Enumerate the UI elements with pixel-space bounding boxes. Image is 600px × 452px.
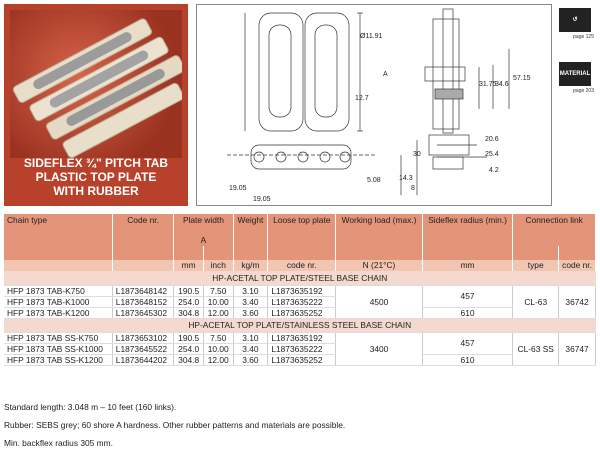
section-title: HP-ACETAL TOP PLATE/STAINLESS STEEL BASE CHAIN — [4, 318, 596, 332]
top-plate-left — [259, 13, 303, 131]
title-line-1: SIDEFLEX ¾" PITCH TAB — [23, 156, 169, 170]
header-loose-top-plate: Loose top plate — [268, 214, 336, 260]
cell-code-nr: L1873653102 — [112, 332, 174, 343]
cell-code-nr: L1873645302 — [112, 307, 174, 318]
dim-57-15: 57.15 — [513, 75, 531, 82]
header-connection-link: Connection link — [513, 214, 596, 246]
cell-chain-type: HFP 1873 TAB SS-K750 — [4, 332, 112, 343]
unit-inch: inch — [203, 260, 233, 271]
cell-loose-plate: L1873635252 — [268, 307, 336, 318]
cell-radius: 457 — [422, 285, 513, 307]
cell-width-mm: 304.8 — [174, 354, 204, 365]
cell-loose-plate: L1873635192 — [268, 332, 336, 343]
cell-width-mm: 254.0 — [174, 296, 204, 307]
cell-code-nr: L1873645522 — [112, 343, 174, 354]
cell-link-type: CL-63 — [513, 285, 559, 318]
cell-loose-plate: L1873635252 — [268, 354, 336, 365]
cell-loose-plate: L1873635222 — [268, 296, 336, 307]
table-row — [4, 285, 596, 296]
cell-width-mm: 190.5 — [174, 285, 204, 296]
note-backflex: Min. backflex radius 305 mm. — [4, 438, 113, 448]
cell-weight: 3.60 — [233, 307, 268, 318]
cell-width-inch: 7.50 — [203, 332, 233, 343]
cell-chain-type: HFP 1873 TAB-K1000 — [4, 296, 112, 307]
table-row — [4, 307, 596, 318]
page-ref-203: page 203 — [573, 88, 594, 94]
cell-code-nr: L1873648142 — [112, 285, 174, 296]
header-code-nr: Code nr. — [112, 214, 174, 260]
specification-table — [4, 214, 596, 366]
cell-link-type: CL-63 SS — [513, 332, 559, 365]
cell-width-inch: 10.00 — [203, 343, 233, 354]
dim-19-05-b: 19.05 — [253, 196, 271, 203]
chain-photo-illustration — [10, 10, 182, 158]
dim-25-4: 25.4 — [485, 151, 499, 158]
dim-34-6: 34.6 — [495, 81, 509, 88]
cell-weight: 3.10 — [233, 285, 268, 296]
product-title — [4, 156, 188, 198]
dim-30: 30 — [413, 151, 421, 158]
cell-weight: 3.10 — [233, 332, 268, 343]
cell-weight: 3.40 — [233, 296, 268, 307]
cell-link-code: 36742 — [559, 285, 596, 318]
cell-weight: 3.40 — [233, 343, 268, 354]
table-row — [4, 354, 596, 365]
rubber-strip-right — [315, 25, 337, 117]
table-row — [4, 332, 596, 343]
section-title: HP-ACETAL TOP PLATE/STEEL BASE CHAIN — [4, 271, 596, 285]
unit-code: code nr. — [268, 260, 336, 271]
dim-4-2: 4.2 — [489, 167, 499, 174]
header-weight: Weight — [233, 214, 268, 260]
base-chain-side — [251, 145, 351, 169]
cell-width-inch: 10.00 — [203, 296, 233, 307]
product-photo-panel — [4, 4, 188, 206]
product-photo — [10, 10, 182, 158]
cell-chain-type: HFP 1873 TAB-K1200 — [4, 307, 112, 318]
unit-radius: mm — [422, 260, 513, 271]
unit-code2: code nr. — [559, 260, 596, 271]
dim-8: 8 — [411, 185, 415, 192]
cell-radius: 610 — [422, 354, 513, 365]
header-chain-type: Chain type — [4, 214, 112, 260]
unit-mm: mm — [174, 260, 204, 271]
cell-chain-type: HFP 1873 TAB SS-K1000 — [4, 343, 112, 354]
cell-weight: 3.60 — [233, 354, 268, 365]
header-working-load: Working load (max.) — [336, 214, 422, 260]
dim-12-7: 12.7 — [355, 95, 369, 102]
top-plate-right — [305, 13, 349, 131]
flex-arrow-icon: ↺ — [559, 8, 591, 32]
cell-chain-type: HFP 1873 TAB-K750 — [4, 285, 112, 296]
dim-a: A — [383, 71, 388, 78]
section-header — [4, 271, 596, 285]
cell-width-mm: 190.5 — [174, 332, 204, 343]
title-line-3: WITH RUBBER — [53, 184, 139, 198]
section-header — [4, 318, 596, 332]
cell-width-mm: 304.8 — [174, 307, 204, 318]
note-standard-length: Standard length: 3.048 m – 10 feet (160 links). — [4, 402, 177, 412]
material-icon: MATERIAL — [559, 62, 591, 86]
unit-type: type — [513, 260, 559, 271]
rubber-strip-left — [269, 25, 291, 117]
cell-link-code: 36747 — [559, 332, 596, 365]
page-ref-125: page 125 — [573, 34, 594, 40]
dim-5-08: 5.08 — [367, 177, 381, 184]
cell-code-nr: L1873648152 — [112, 296, 174, 307]
dim-19-05-a: 19.05 — [229, 185, 247, 192]
cell-chain-type: HFP 1873 TAB SS-K1200 — [4, 354, 112, 365]
title-line-2: PLASTIC TOP PLATE — [35, 170, 157, 184]
technical-drawing — [196, 4, 552, 206]
dim-20-6: 20.6 — [485, 136, 499, 143]
cell-width-inch: 7.50 — [203, 285, 233, 296]
notes — [4, 398, 345, 452]
dim-14-3: 14.3 — [399, 175, 413, 182]
cell-width-inch: 12.00 — [203, 307, 233, 318]
cell-loose-plate: L1873635222 — [268, 343, 336, 354]
unit-load: N (21°C) — [336, 260, 422, 271]
cell-radius: 610 — [422, 307, 513, 318]
cell-radius: 457 — [422, 332, 513, 354]
cell-working-load: 4500 — [336, 285, 422, 318]
cell-loose-plate: L1873635192 — [268, 285, 336, 296]
unit-kgm: kg/m — [233, 260, 268, 271]
cell-width-mm: 254.0 — [174, 343, 204, 354]
note-rubber: Rubber: SEBS grey; 60 shore A hardness. Other rubber patterns and materials are possible. — [4, 420, 346, 430]
cell-working-load: 3400 — [336, 332, 422, 365]
cell-width-inch: 12.00 — [203, 354, 233, 365]
section-view-top — [433, 19, 459, 129]
dim-diameter: Ø11.91 — [360, 33, 383, 40]
header-plate-width: Plate width A — [174, 214, 233, 246]
header-sideflex-radius: Sideflex radius (min.) — [422, 214, 513, 260]
cell-code-nr: L1873644202 — [112, 354, 174, 365]
dim-31-75: 31.75 — [479, 81, 497, 88]
